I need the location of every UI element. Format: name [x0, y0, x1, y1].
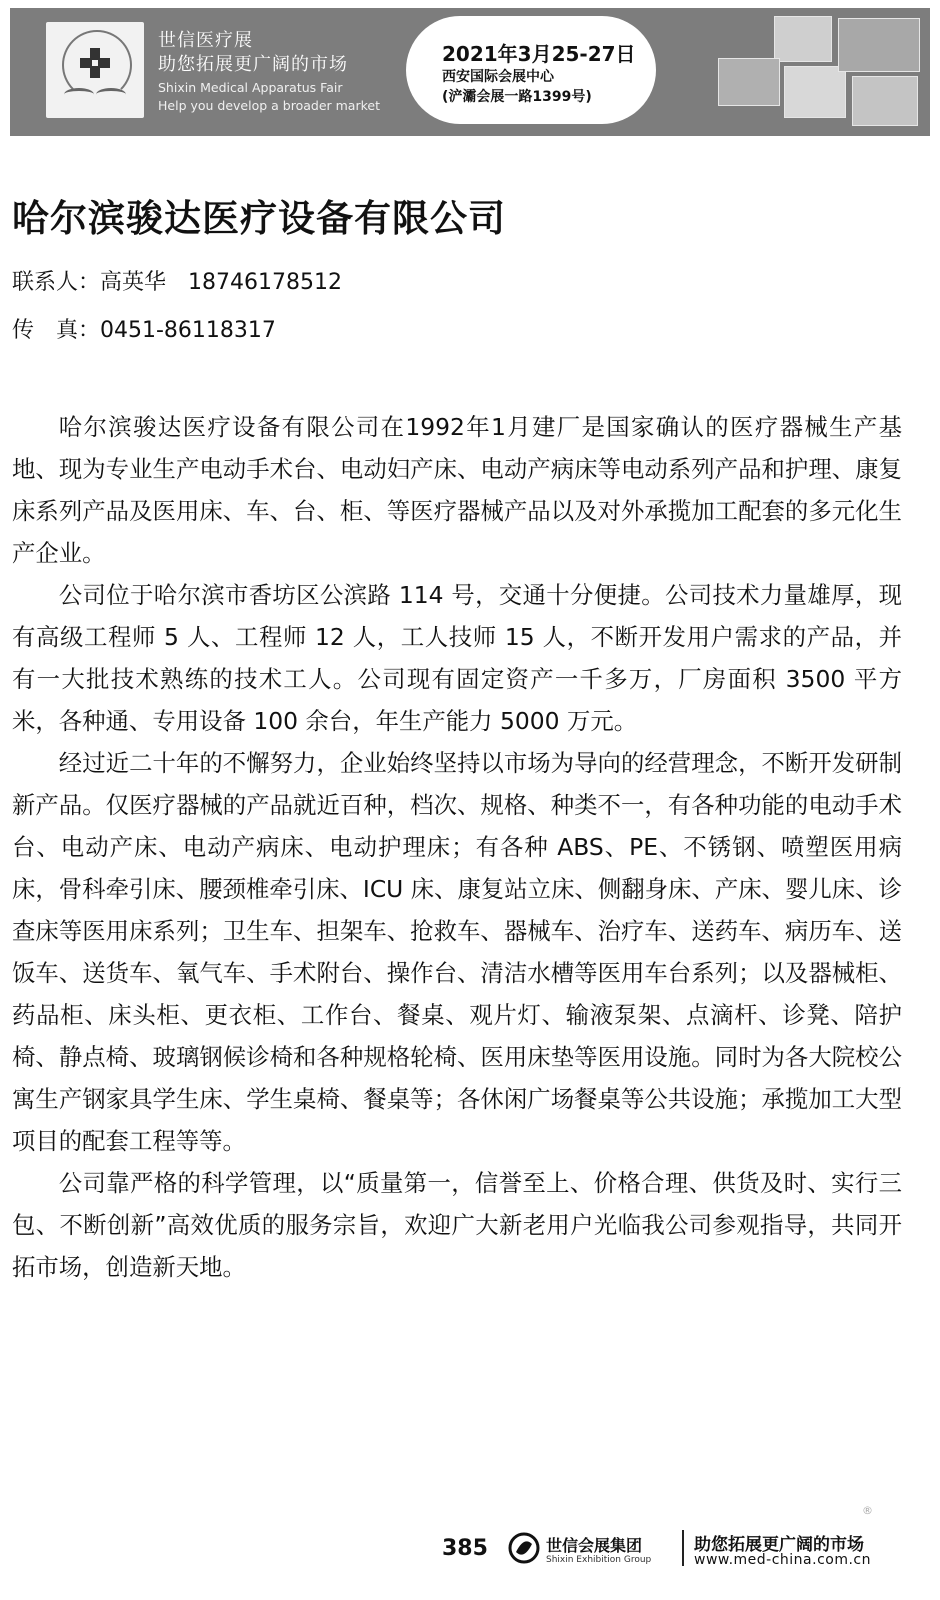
contact-person: 联系人：高英华 18746178512: [12, 270, 342, 295]
fair-date: 2021年3月25-27日: [442, 42, 636, 66]
banner-slogan-en: Help you develop a broader market: [158, 98, 380, 113]
paragraph: 哈尔滨骏达医疗设备有限公司在1992年1月建厂是国家确认的医疗器械生产基地、现为专业生产电动手术台、电动妇产床、电动产病床等电动系列产品和护理、康复床系列产品及医用床、车、台、柜、等医疗器械产品以及对外承揽加工配套的多元化生产企业。: [12, 413, 902, 567]
page-number: 385: [442, 1536, 488, 1561]
shixin-group-logo-icon: [508, 1532, 540, 1564]
footer-divider: [682, 1530, 684, 1566]
banner-slogan-zh: 助您拓展更广阔的市场: [158, 54, 348, 75]
company-name: 哈尔滨骏达医疗设备有限公司: [12, 197, 506, 240]
equipment-photo-collage: [714, 14, 922, 130]
group-name-zh: 世信会展集团: [546, 1536, 643, 1555]
paragraph: 公司位于哈尔滨市香坊区公滨路 114 号，交通十分便捷。公司技术力量雄厚，现有高级工程师 5 人、工程师 12 人，工人技师 15 人，不断开发用户需求的产品，并有一大批技术熟练的技术工人。公司现有固定资产一千多万，厂房面积 3500 平方米，各种通、专用设备 100 余台，年生产能力 5000 万元。: [12, 581, 902, 735]
fair-logo: [46, 22, 144, 118]
footer-slogan: 助您拓展更广阔的市场: [694, 1535, 864, 1555]
company-description: [12, 406, 902, 1288]
logo-wings-icon: [64, 88, 126, 106]
paragraph: 经过近二十年的不懈努力，企业始终坚持以市场为导向的经营理念，不断开发研制新产品。仅医疗器械的产品就近百种，档次、规格、种类不一，有各种功能的电动手术台、电动产床、电动产病床、电动护理床；有各种 ABS、PE、不锈钢、喷塑医用病床，骨科牵引床、腰颈椎牵引床、ICU 床、康复站立床、侧翻身床、产床、婴儿床、诊查床等医用床系列；卫生车、担架车、抢救车、器械车、治疗车、送药车、病历车、送饭车、送货车、氧气车、手术附台、操作台、清洁水槽等医用车台系列；以及器械柜、药品柜、床头柜、更衣柜、工作台、餐桌、观片灯、输液泵架、点滴杆、诊凳、陪护椅、静点椅、玻璃钢候诊椅和各种规格轮椅、医用床垫等医用设施。同时为各大院校公寓生产钢家具学生床、学生桌椅、餐桌等；各休闲广场餐桌等公共设施；承揽加工大型项目的配套工程等等。: [12, 749, 902, 1155]
registered-mark: ®: [862, 1504, 873, 1517]
fair-venue: 西安国际会展中心: [442, 69, 554, 85]
fax-number: 传 真：0451-86118317: [12, 318, 276, 343]
paragraph: 公司靠严格的科学管理，以“质量第一，信誉至上、价格合理、供货及时、实行三包、不断创新”高效优质的服务宗旨，欢迎广大新老用户光临我公司参观指导，共同开拓市场，创造新天地。: [12, 1169, 902, 1281]
header-banner: [10, 8, 930, 136]
footer-url: www.med-china.com.cn: [694, 1552, 871, 1568]
group-name-en: Shixin Exhibition Group: [546, 1555, 652, 1565]
banner-title-zh: 世信医疗展: [158, 30, 253, 51]
fair-address: (浐灞会展一路1399号): [442, 89, 592, 105]
banner-title-en: Shixin Medical Apparatus Fair: [158, 80, 343, 95]
medical-cross-icon: [80, 48, 110, 78]
